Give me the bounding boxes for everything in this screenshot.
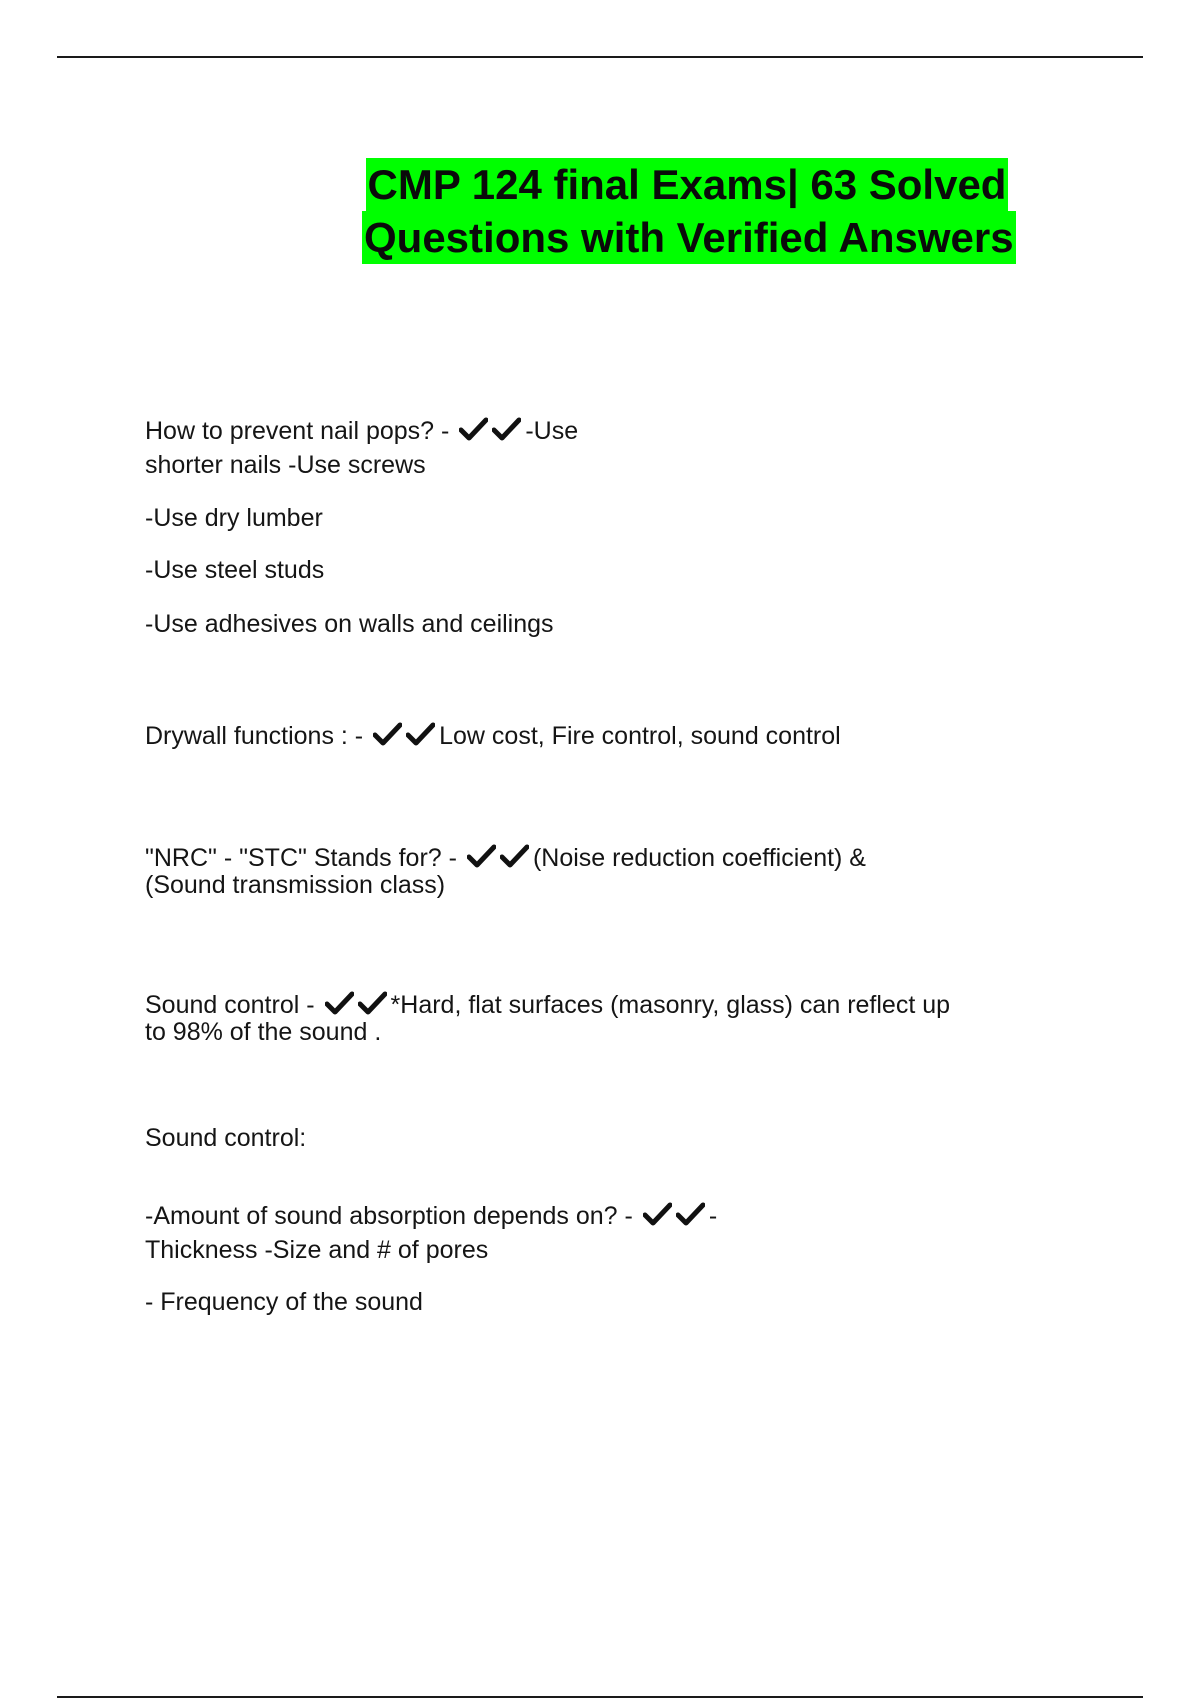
qa-4-answer-line-1: to 98% of the sound .	[145, 1018, 382, 1046]
checkmark-icon	[358, 990, 387, 1016]
checkmark-icon	[467, 843, 496, 869]
checkmark-icon	[500, 843, 529, 869]
qa-5-question-line	[145, 1200, 717, 1233]
qa-3-question-line	[145, 843, 866, 872]
checkmark-icon	[325, 990, 354, 1016]
qa-3-answer-inline: (Noise reduction coefficient) &	[532, 844, 866, 872]
qa-2-checks	[369, 720, 435, 753]
qa-2-question: Drywall functions : -	[145, 722, 364, 750]
qa-1-answer-inline: -Use	[525, 417, 579, 445]
qa-5-heading: Sound control:	[145, 1124, 307, 1152]
qa-1-answer-line-2: -Use dry lumber	[145, 504, 323, 532]
checkmark-icon	[459, 416, 488, 442]
qa-3-question: "NRC" - "STC" Stands for? -	[145, 844, 457, 872]
checkmark-icon	[373, 721, 402, 747]
bottom-rule	[57, 1696, 1143, 1698]
title-line-1: CMP 124 final Exams| 63 Solved	[366, 158, 1009, 211]
qa-1-answer-line-3: -Use steel studs	[145, 556, 325, 584]
qa-5-answer-inline: -	[708, 1202, 718, 1230]
qa-5-checks	[639, 1200, 705, 1233]
qa-4-question: Sound control -	[145, 991, 315, 1019]
checkmark-icon	[643, 1201, 672, 1227]
qa-3-checks	[463, 843, 529, 872]
qa-2-answer-inline: Low cost, Fire control, sound control	[439, 722, 841, 750]
qa-1-checks	[455, 415, 521, 448]
qa-4-answer-inline: *Hard, flat surfaces (masonry, glass) can reflect up	[390, 991, 951, 1019]
top-rule	[57, 56, 1143, 58]
qa-4-question-line	[145, 990, 950, 1019]
qa-3-answer-line-1: (Sound transmission class)	[145, 871, 446, 899]
qa-4-checks	[321, 990, 387, 1019]
checkmark-icon	[492, 416, 521, 442]
qa-1-question: How to prevent nail pops? -	[145, 417, 450, 445]
qa-2-question-line	[145, 720, 841, 753]
checkmark-icon	[406, 721, 435, 747]
qa-5-question: -Amount of sound absorption depends on? -	[145, 1202, 633, 1230]
qa-5-answer-line-2: - Frequency of the sound	[145, 1288, 423, 1316]
checkmark-icon	[676, 1201, 705, 1227]
qa-1-answer-line-4: -Use adhesives on walls and ceilings	[145, 610, 554, 638]
qa-1-answer-line-1: shorter nails -Use screws	[145, 451, 426, 479]
document-title	[362, 158, 1012, 264]
qa-1-question-line	[145, 415, 578, 448]
title-line-2: Questions with Verified Answers	[362, 211, 1016, 264]
qa-5-answer-line-1: Thickness -Size and # of pores	[145, 1236, 489, 1264]
